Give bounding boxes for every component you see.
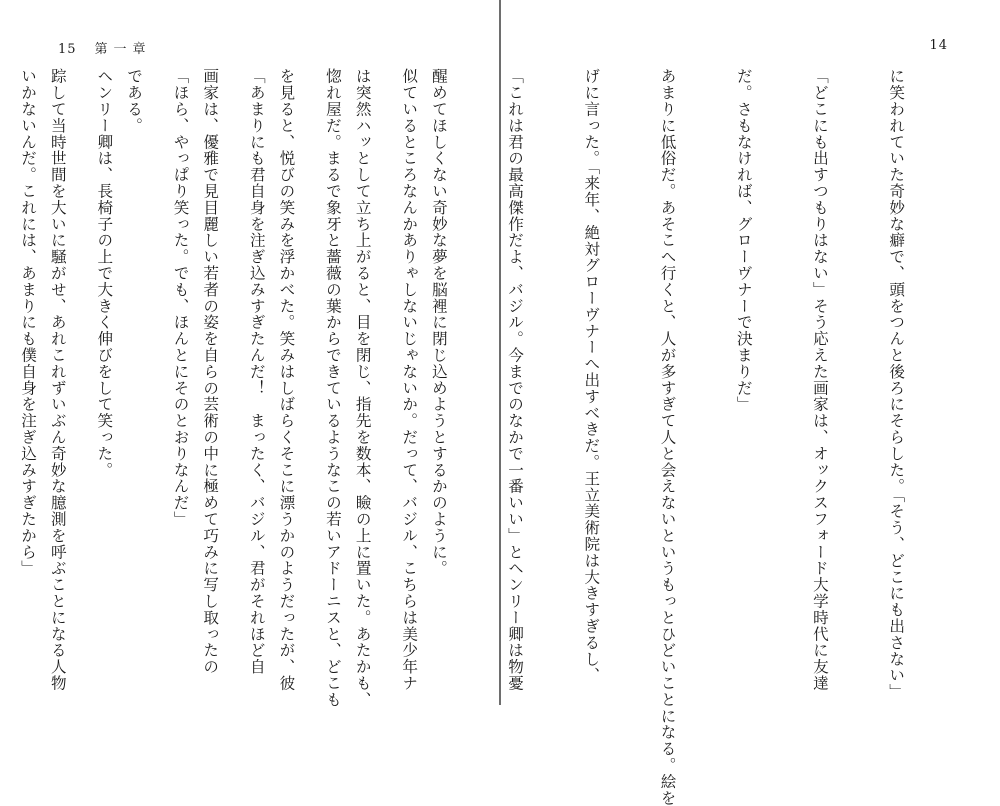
text-column: 「あまりにも君自身を注ぎ込みすぎたんだ！ まったく、バジル、君がそれほど自 xyxy=(247,68,266,675)
text-column: げに言った。「来年、絶対グローヴナーへ出すべきだ。王立美術院は大きすぎるし、 xyxy=(582,68,601,684)
text-column: 「どこにも出すつもりはない」そう応えた画家は、オックスフォード大学時代に友達 xyxy=(810,68,829,692)
text-column: だ。さもなければ、グローヴナーで決まりだ」 xyxy=(734,68,753,413)
text-column: 「ほら、やっぱり笑った。でも、ほんとにそのとおりなんだ」 xyxy=(171,68,190,528)
right-page-number: 14 xyxy=(929,38,948,53)
text-column: 似ているところなんかありゃしないじゃないか。だって、バジル、こちらは美少年ナ xyxy=(400,68,419,692)
text-column: を見ると、悦びの笑みを浮かべた。笑みはしばらくそこに漂うかのようだったが、彼 xyxy=(277,68,296,692)
left-page-number: 15 xyxy=(58,42,77,57)
text-column: である。 xyxy=(125,68,143,134)
chapter-heading: 第一章 xyxy=(94,42,152,57)
text-column: ヘンリー卿は、長椅子の上で大きく伸びをして笑った。 xyxy=(95,68,114,478)
text-column: 惚れ屋だ。まるで象牙と薔薇の葉からできているようなこの若いアドーニスと、どこも xyxy=(323,68,342,708)
text-column: 踪して当時世間を大いに騒がせ、あれこれずいぶん奇妙な臆測を呼ぶことになる人物 xyxy=(48,68,67,692)
text-column: は突然ハッとして立ち上がると、目を閉じ、指先を数本、瞼の上に置いた。あたかも、 xyxy=(353,68,372,708)
text-column: あまりに低俗だ。あそこへ行くと、人が多すぎて人と会えないというもっとひどいことになる。絵を xyxy=(658,68,677,806)
right-folio xyxy=(929,38,948,53)
text-column: 「これは君の最高傑作だよ、バジル。今までのなかで一番いい」とヘンリー卿は物憂 xyxy=(506,68,525,692)
text-column: 醒めてほしくない奇妙な夢を脳裡に閉じ込めようとするかのように。 xyxy=(429,68,448,577)
left-folio xyxy=(58,38,152,57)
text-column: いかないんだ。これには、あまりにも僕自身を注ぎ込みすぎたから」 xyxy=(19,68,38,577)
text-column: 画家は、優雅で見目麗しい若者の姿を自らの芸術の中に極めて巧みに写し取ったの xyxy=(201,68,220,675)
text-column: に笑われていた奇妙な癖で、頭をつんと後ろにそらした。「そう、どこにも出さない」 xyxy=(887,68,906,700)
